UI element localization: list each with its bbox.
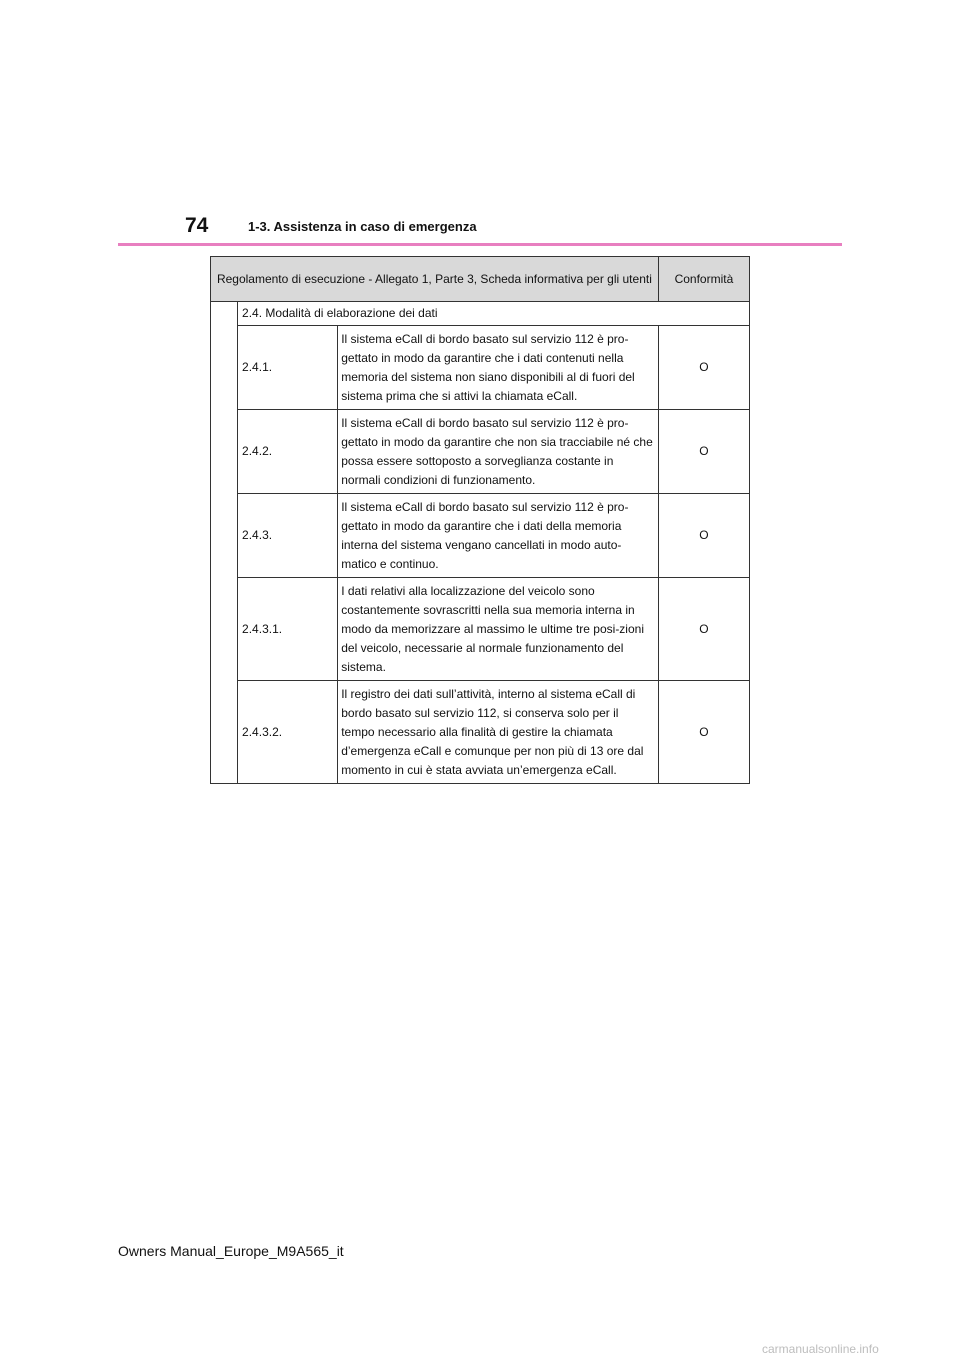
row-number: 2.4.1.: [238, 326, 338, 410]
row-text: Il sistema eCall di bordo basato sul servizio 112 è pro-gettato in modo da garantire che i dati della memoria interna del sistema vengano cancellati in modo auto-matico e continuo.: [338, 494, 659, 578]
row-text: Il sistema eCall di bordo basato sul servizio 112 è pro-gettato in modo da garantire che i dati contenuti nella memoria del sistema non siano disponibili al di fuori del sistema prima che si attivi la chiamata eCall.: [338, 326, 659, 410]
row-number: 2.4.3.1.: [238, 578, 338, 681]
table-subheader: 2.4. Modalità di elaborazione dei dati: [238, 302, 750, 326]
information-table: [210, 256, 750, 784]
table-row: [211, 494, 750, 578]
page-number: 74: [185, 214, 209, 237]
indent-cell: [211, 302, 238, 784]
section-title: 1-3. Assistenza in caso di emergenza: [248, 219, 477, 234]
row-text: I dati relativi alla localizzazione del veicolo sono costantemente sovrascritti nella sua memoria interna in modo da memorizzare al massimo le ultime tre posi-zioni del veicolo, necessarie al normale funzionamento del sistema.: [338, 578, 659, 681]
table-row: [211, 410, 750, 494]
row-conformity: O: [658, 494, 749, 578]
table-row: [211, 302, 750, 326]
row-conformity: O: [658, 326, 749, 410]
table-row: [211, 326, 750, 410]
header-divider: [118, 243, 842, 246]
table-row: [211, 578, 750, 681]
row-number: 2.4.2.: [238, 410, 338, 494]
row-conformity: O: [658, 410, 749, 494]
row-number: 2.4.3.2.: [238, 681, 338, 784]
table-header-row: [211, 257, 750, 302]
table-header-title: Regolamento di esecuzione - Allegato 1, Parte 3, Scheda informativa per gli utenti: [211, 257, 659, 302]
row-conformity: O: [658, 681, 749, 784]
table-header-conformity: Conformità: [658, 257, 749, 302]
watermark: carmanualsonline.info: [762, 1342, 879, 1356]
table-row: [211, 681, 750, 784]
row-number: 2.4.3.: [238, 494, 338, 578]
row-text: Il registro dei dati sull’attività, interno al sistema eCall di bordo basato sul servizio 112, si conserva solo per il tempo necessario alla finalità di gestire la chiamata d’emergenza eCall e comunque per non più di 13 ore dal momento in cui è stata avviata un’emergenza eCall.: [338, 681, 659, 784]
row-text: Il sistema eCall di bordo basato sul servizio 112 è pro-gettato in modo da garantire che non sia tracciabile né che possa essere sottoposto a sorveglianza costante in normali condizioni di funzionamento.: [338, 410, 659, 494]
manual-id: Owners Manual_Europe_M9A565_it: [118, 1243, 344, 1259]
row-conformity: O: [658, 578, 749, 681]
